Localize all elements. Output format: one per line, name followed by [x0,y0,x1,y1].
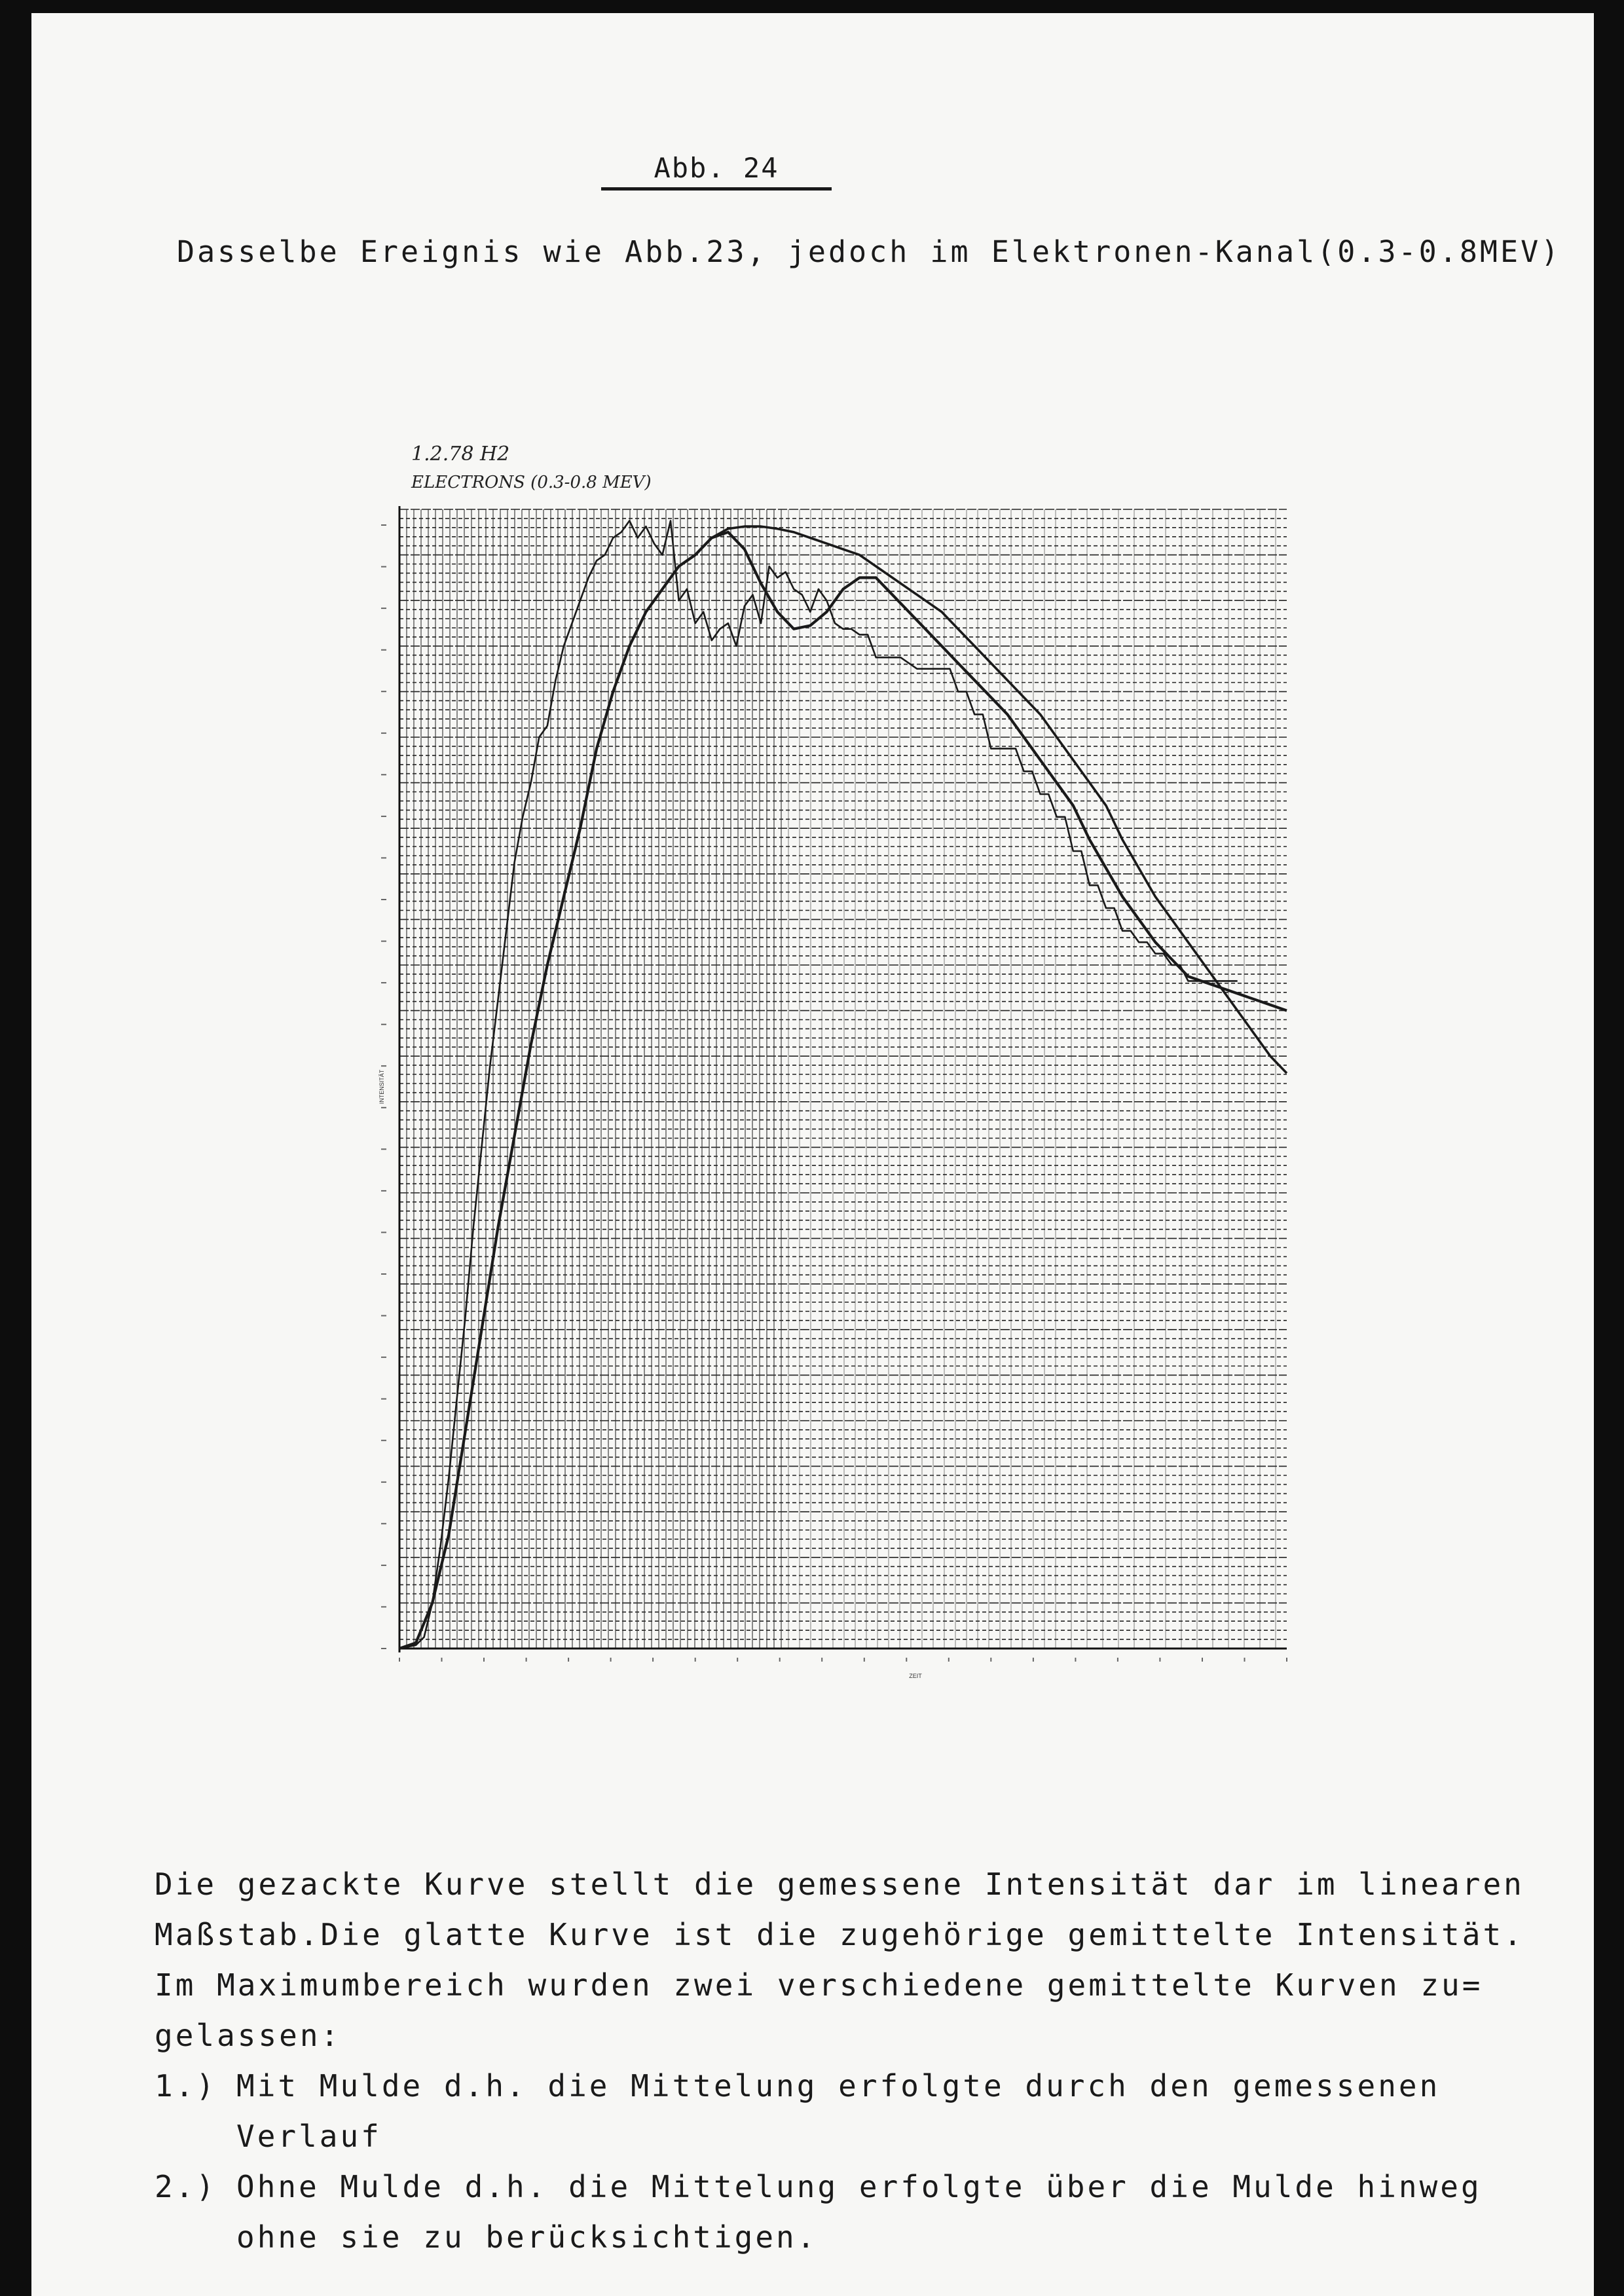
list-item [155,2061,1549,2162]
paragraph-line: Im Maximumbereich wurden zwei verschiedene gemittelte Kurven zu= [155,1967,1483,2003]
list-item-number: 2.) [155,2169,217,2204]
figure-caption: Dasselbe Ereignis wie Abb.23, jedoch im Elektronen-Kanal(0.3-0.8MEV) [177,234,1562,269]
list-item [155,2162,1549,2263]
averaged-intensity-with-trough-line [399,532,1287,1649]
list-item-number: 1.) [155,2068,217,2104]
y-axis-label: INTENSITÄT [378,1069,385,1104]
figure-label: Abb. 24 [654,152,779,184]
chart-annotation-date: 1.2.78 H2 [411,443,510,465]
description-text [155,1859,1549,2263]
paragraph-line: Maßstab.Die glatte Kurve ist die zugehörige gemittelte Intensität. [155,1917,1524,1952]
list-item-line: ohne sie zu berücksichtigen. [236,2219,818,2255]
measured-intensity-line [399,520,1238,1649]
list-item-line: Mit Mulde d.h. die Mittelung erfolgte durch den gemessenen [236,2068,1441,2104]
averaged-intensity-without-trough-line [399,526,1287,1649]
paragraph-line: Die gezackte Kurve stellt die gemessene Intensität dar im linearen [155,1867,1524,1902]
list-item-line: Ohne Mulde d.h. die Mittelung erfolgte über die Mulde hinweg [236,2169,1482,2204]
description-paragraph [155,1859,1549,2061]
paragraph-line: gelassen: [155,2018,342,2053]
x-axis-label: ZEIT [909,1673,922,1679]
chart-annotation-channel: ELECTRONS (0.3-0.8 MEV) [411,473,652,492]
list-item-line: Verlauf [236,2119,382,2154]
